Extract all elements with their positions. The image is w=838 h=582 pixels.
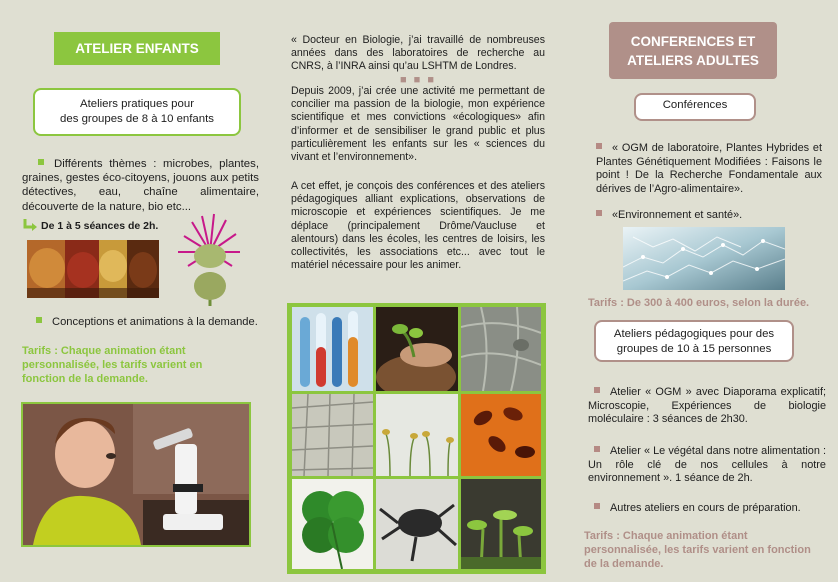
- autres-ateliers: Autres ateliers en cours de préparation.: [594, 502, 801, 514]
- bullet-icon: [596, 143, 602, 149]
- silhouette-photo: [376, 479, 458, 569]
- tarifs-conferences: Tarifs : De 300 à 400 euros, selon la durée.: [588, 297, 810, 309]
- bullet-icon: [36, 317, 42, 323]
- bullet-icon: [594, 387, 600, 393]
- spices-photo: [27, 240, 159, 298]
- conference-ogm: « OGM de laboratoire, Plantes Hybrides et Plantes Génétiquement Modifiées : Faisons le point ! De la Recherche Fondamentale aux dérives de l’Agro-alimentaire».: [596, 142, 822, 195]
- seedling-hands-photo: [376, 307, 458, 391]
- bullet-icon: [594, 503, 600, 509]
- conferences-adultes-title: [609, 22, 777, 79]
- title-line-2: ATELIERS ADULTES: [627, 53, 759, 68]
- photo-grid: [287, 303, 546, 574]
- sprouts-photo: [376, 394, 458, 476]
- box-line-2: des groupes de 8 à 10 enfants: [60, 113, 214, 125]
- atelier-enfants-title: ATELIER ENFANTS: [54, 32, 220, 65]
- arrow-right-icon: [22, 219, 38, 231]
- child-microscope-photo: [21, 402, 251, 547]
- conferences-paragraph: A cet effet, je conçois des conférences et des ateliers pédagogiques alliant explications, observations de microscopie et expériences scientifiques. Je me déplace (principalement Drôme/Vaucluse et alentours) dans les écoles, les centres de loisirs, les collectivités, les associations etc... avec tout le matériel nécessaire pour les animer.: [291, 180, 545, 272]
- activity-paragraph: Depuis 2009, j’ai crée une activité me permettant de concilier ma passion de la biologie, mon expérience scientifique et mes convictions «écologiques» afin d’informer et de sensibiliser le grand public et plus particulièrement les enfants sur les « sciences du vivant et l’environnement».: [291, 85, 545, 164]
- box-line-1: Ateliers pratiques pour: [80, 98, 194, 110]
- bullet-icon: [38, 159, 44, 165]
- ateliers-adultes-box: [594, 320, 794, 362]
- separator: ■ ■ ■: [399, 74, 437, 86]
- intro-paragraph: « Docteur en Biologie, j’ai travaillé de nombreuses années dans des laboratoires de recherche au CNRS, à l’INRA ainsi qu’au LSHTM de Londres.: [291, 34, 545, 73]
- title-line-1: CONFERENCES ET: [630, 34, 756, 49]
- tarifs-enfants: Tarifs : Chaque animation étant personnalisée, les tarifs varient en fonction de la demande.: [22, 345, 203, 385]
- cells-micro-photo: [461, 307, 541, 391]
- conference-environnement: «Environnement et santé».: [596, 209, 742, 221]
- bullet-icon: [596, 210, 602, 216]
- atelier-vegetal: Atelier « Le végétal dans notre alimentation : Un rôle clé de nos cellules à notre environnement ». 1 séance de 2h.: [588, 445, 826, 485]
- box-line-2: groupes de 10 à 15 personnes: [616, 343, 772, 355]
- sessions-line: De 1 à 5 séances de 2h.: [22, 219, 158, 232]
- themes-paragraph: Différents thèmes : microbes, plantes, graines, gestes éco-citoyens, jouons aux petits détectives, eau, chaîne alimentaire, découverte de la nature, bio etc...: [22, 158, 259, 213]
- thistle-photo: [174, 212, 244, 306]
- young-plants-photo: [461, 479, 541, 569]
- clover-photo: [292, 479, 373, 569]
- conferences-box: Conférences: [634, 93, 756, 121]
- groupes-enfants-box: [33, 88, 241, 136]
- molecule-image: [623, 227, 785, 290]
- bullet-icon: [594, 446, 600, 452]
- plant-cells-photo: [292, 394, 373, 476]
- tarifs-adultes: Tarifs : Chaque animation étant personnalisée, les tarifs varient en fonction de la demande.: [584, 530, 811, 570]
- atelier-ogm: Atelier « OGM » avec Diaporama explicatif; Microscopie, Expériences de biologie moléculaire : 3 séances de 2h30.: [588, 386, 826, 426]
- box-line-1: Ateliers pédagogiques pour des: [613, 328, 775, 340]
- pollen-photo: [461, 394, 541, 476]
- test-tubes-photo: [292, 307, 373, 391]
- conceptions-line: Conceptions et animations à la demande.: [36, 316, 266, 328]
